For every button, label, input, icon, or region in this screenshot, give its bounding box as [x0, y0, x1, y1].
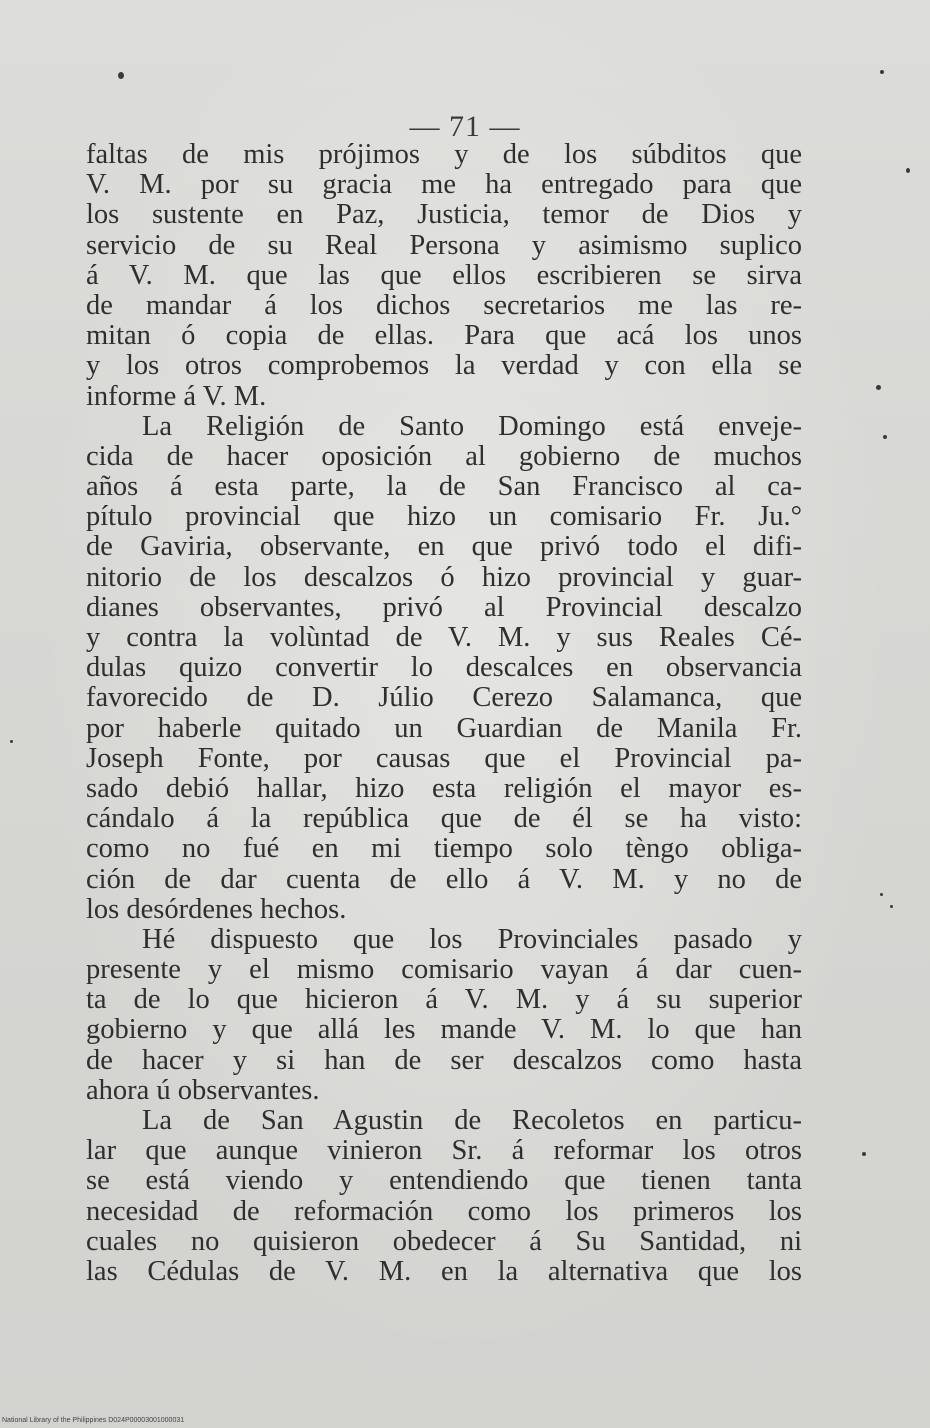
text-line: dulas quizo convertir lo descalces en observancia: [86, 652, 802, 684]
text-line: mitan ó copia de ellas. Para que acá los unos: [86, 320, 802, 352]
text-line: de mandar á los dichos secretarios me las re-: [86, 289, 802, 321]
text-line: como no fué en mi tiempo solo tèngo obliga-: [86, 833, 802, 865]
text-line: necesidad de reformación como los primeros los: [86, 1195, 802, 1227]
text-line: presente y el mismo comisario vayan á dar cuen-: [86, 954, 802, 986]
dust-speck: [876, 385, 881, 390]
text-line: los sustente en Paz, Justicia, temor de Dios y: [86, 199, 802, 231]
text-line: de hacer y si han de ser descalzos como hasta: [86, 1044, 802, 1076]
text-line: informe á V. M.: [86, 380, 267, 412]
text-line: nitorio de los descalzos ó hizo provincial y guar-: [86, 561, 802, 593]
text-line: y contra la volùntad de V. M. y sus Reales Cé-: [86, 622, 802, 653]
text-line: Hé dispuesto que los Provinciales pasado y: [142, 923, 802, 955]
dust-speck: [883, 435, 887, 439]
text-line: favorecido de D. Júlio Cerezo Salamanca, que: [86, 682, 802, 714]
text-line: á V. M. que las que ellos escribieren se sirva: [86, 259, 802, 291]
text-line: servicio de su Real Persona y asimismo suplico: [86, 229, 802, 261]
text-line: años á esta parte, la de San Francisco al ca-: [86, 471, 802, 503]
text-line: las Cédulas de V. M. en la alternativa que los: [86, 1255, 802, 1287]
text-line: cuales no quisieron obedecer á Su Santidad, ni: [86, 1225, 802, 1257]
dust-speck: [118, 72, 124, 79]
body-text: [86, 140, 802, 1287]
text-line: gobierno y que allá les mande V. M. lo que han: [86, 1014, 802, 1046]
text-line: La Religión de Santo Domingo está enveje-: [142, 410, 802, 442]
dust-speck: [880, 893, 883, 896]
text-line: por haberle quitado un Guardian de Manila Fr.: [86, 712, 802, 744]
text-line: Joseph Fonte, por causas que el Provincial pa-: [86, 742, 802, 774]
dust-speck: [906, 168, 910, 173]
dust-speck: [890, 905, 893, 908]
text-line: ahora ú observantes.: [86, 1074, 320, 1106]
text-line: cándalo á la república que de él se ha visto:: [86, 803, 802, 835]
text-line: los desórdenes hechos.: [86, 893, 347, 925]
text-line: y los otros comprobemos la verdad y con ella se: [86, 350, 802, 382]
text-line: faltas de mis prójimos y de los súbditos que: [86, 139, 802, 170]
dust-speck: [880, 70, 884, 74]
text-line: V. M. por su gracia me ha entregado para que: [86, 169, 802, 201]
text-line: lar que aunque vinieron Sr. á reformar los otros: [86, 1135, 802, 1167]
text-line: pítulo provincial que hizo un comisario Fr. Ju.°: [86, 501, 802, 533]
page-number: — 71 —: [409, 110, 521, 143]
text-line: ta de lo que hicieron á V. M. y á su superior: [86, 984, 802, 1016]
text-line: ción de dar cuenta de ello á V. M. y no de: [86, 863, 802, 895]
text-line: sado debió hallar, hizo esta religión el mayor es-: [86, 772, 802, 804]
text-line: de Gaviria, observante, en que privó todo el difi-: [86, 531, 802, 563]
text-line: dianes observantes, privó al Provincial descalzo: [86, 591, 802, 623]
dust-speck: [10, 740, 13, 743]
text-line: se está viendo y entendiendo que tienen tanta: [86, 1165, 802, 1197]
text-line: La de San Agustin de Recoletos en particu-: [142, 1105, 802, 1136]
library-footer: National Library of the Philippines D024P00003001000031: [2, 1417, 185, 1424]
text-line: cida de hacer oposición al gobierno de muchos: [86, 440, 802, 472]
dust-speck: [862, 1152, 866, 1156]
